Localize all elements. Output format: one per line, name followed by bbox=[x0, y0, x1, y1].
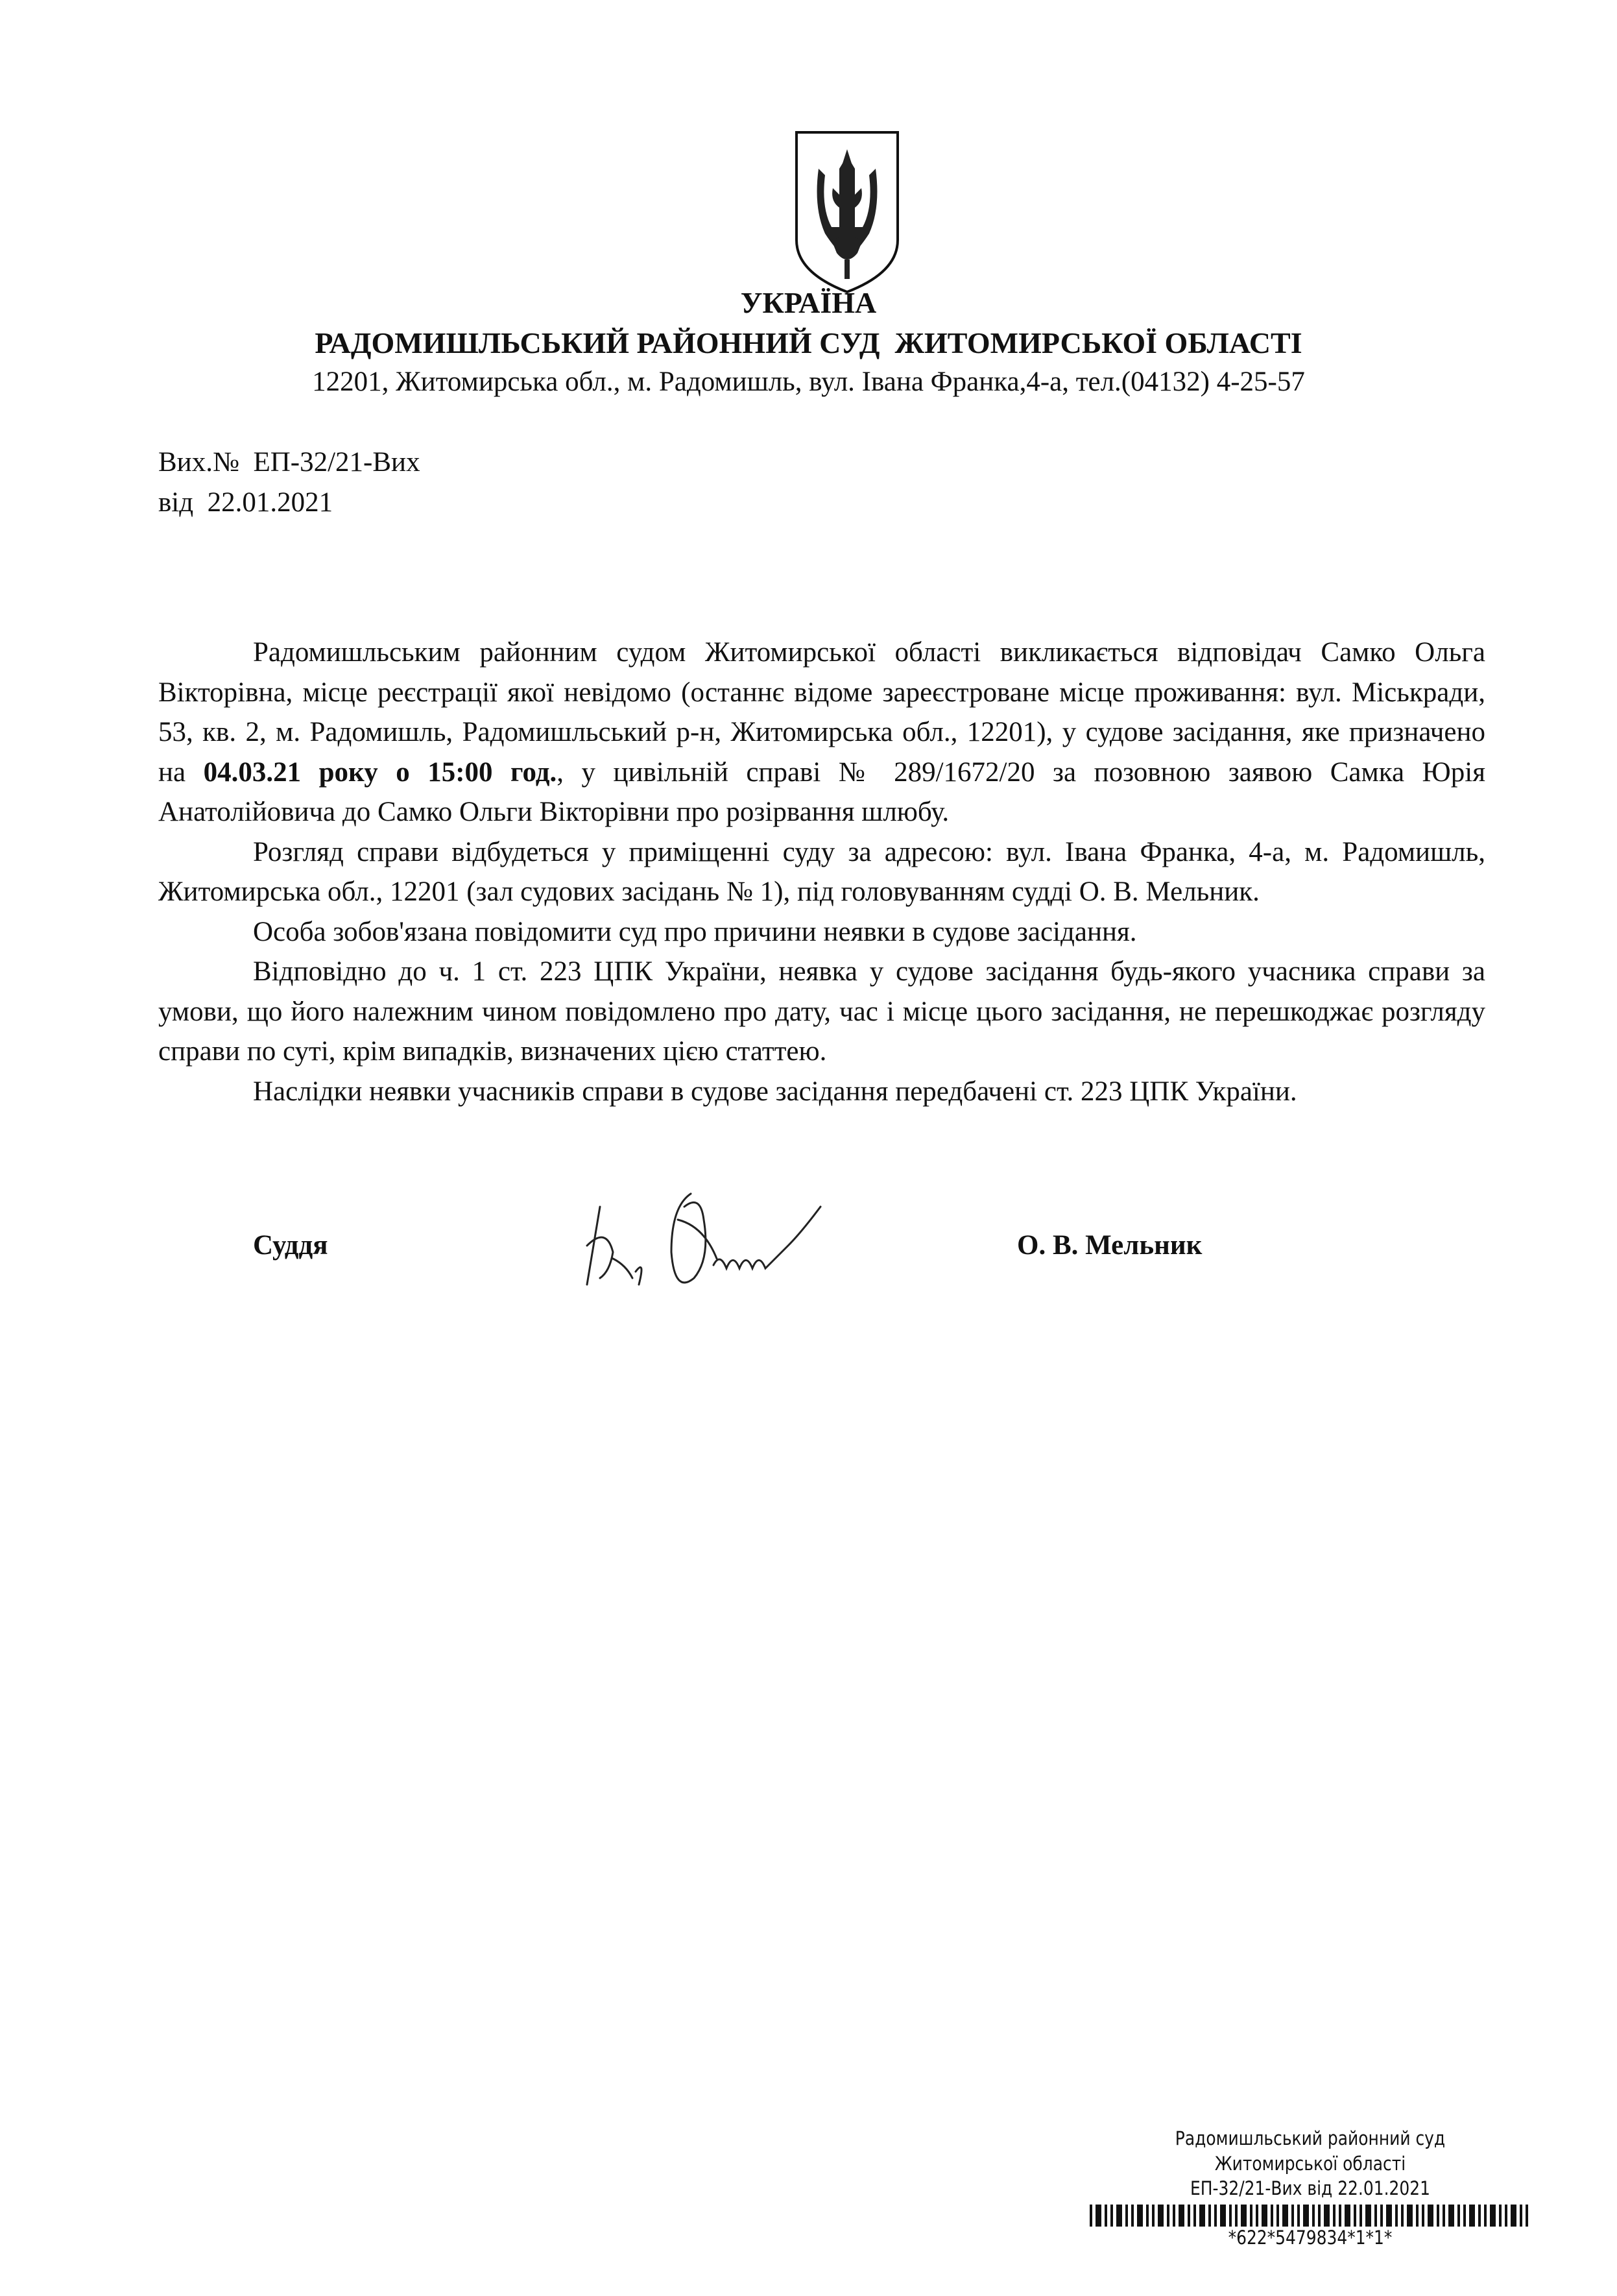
barcode-bar bbox=[1407, 2205, 1413, 2227]
barcode-bar bbox=[1276, 2205, 1279, 2227]
barcode-bar bbox=[1469, 2205, 1475, 2227]
barcode bbox=[1090, 2205, 1531, 2227]
paragraph-obligation: Особа зобов'язана повідомити суд про причини неявки в судове засідання. bbox=[253, 916, 1137, 947]
judge-label: Суддя bbox=[253, 1230, 328, 1261]
barcode-bar bbox=[1416, 2205, 1419, 2227]
barcode-bar bbox=[1318, 2205, 1321, 2227]
barcode-bar bbox=[1297, 2205, 1300, 2227]
outgoing-date: від 22.01.2021 bbox=[158, 487, 333, 518]
barcode-bar bbox=[1105, 2205, 1107, 2227]
barcode-bar bbox=[1395, 2205, 1398, 2227]
barcode-bar bbox=[1345, 2205, 1350, 2227]
barcode-bar bbox=[1116, 2205, 1122, 2227]
barcode-bar bbox=[1312, 2205, 1315, 2227]
barcode-bar bbox=[1220, 2205, 1226, 2227]
court-address: 12201, Житомирська обл., м. Радомишль, вул. Івана Франка,4-а, тел.(04132) 4-25-57 bbox=[312, 367, 1305, 397]
barcode-bar bbox=[1520, 2205, 1522, 2227]
barcode-bar bbox=[1199, 2205, 1205, 2227]
barcode-bar bbox=[1090, 2205, 1092, 2227]
barcode-bar bbox=[1193, 2205, 1196, 2227]
barcode-bar bbox=[1188, 2205, 1190, 2227]
barcode-bar bbox=[1437, 2205, 1439, 2227]
barcode-bar bbox=[1324, 2205, 1330, 2227]
barcode-bar bbox=[1443, 2205, 1445, 2227]
barcode-bar bbox=[1250, 2205, 1252, 2227]
barcode-bar bbox=[1490, 2205, 1496, 2227]
barcode-bar bbox=[1229, 2205, 1232, 2227]
barcode-bar bbox=[1339, 2205, 1341, 2227]
coat-of-arms-emblem bbox=[793, 130, 902, 295]
barcode-bar bbox=[1511, 2205, 1516, 2227]
barcode-bar bbox=[1422, 2205, 1424, 2227]
barcode-bar bbox=[1374, 2205, 1377, 2227]
paragraph-location: Розгляд справи відбудеться у приміщенні суду за адресою: вул. Івана Франка, 4-а, м. Радомишль, Житомирська обл., 12201 (зал судових засідань № 1), під головуванням судді О. В. Мельник. bbox=[158, 836, 1485, 907]
barcode-bar bbox=[1241, 2205, 1247, 2227]
paragraph-consequences: Наслідки неявки учасників справи в судове засідання передбачені ст. 223 ЦПК України. bbox=[253, 1076, 1297, 1107]
barcode-bar bbox=[1448, 2205, 1454, 2227]
barcode-bar bbox=[1235, 2205, 1238, 2227]
letter-body bbox=[158, 633, 1485, 1111]
barcode-bar bbox=[1152, 2205, 1155, 2227]
barcode-bar bbox=[1428, 2205, 1433, 2227]
barcode-bar bbox=[1457, 2205, 1460, 2227]
barcode-bar bbox=[1463, 2205, 1466, 2227]
barcode-bar bbox=[1354, 2205, 1356, 2227]
stamp-court: Радомишльський районний суд bbox=[1175, 2127, 1446, 2149]
barcode-bar bbox=[1125, 2205, 1128, 2227]
summons-text: Радомишльським районним судом Житомирської області викликається відповідач Самко Ольга Вікторівна, місце реєстрації якої невідомо (останнє відоме зареєстроване місце проживання: вул. Міськради, 53, кв. 2, м. Радомишль, Радомишльський р-н, Житомирська обл., 12201), у судове засідання, яке призначено на bbox=[158, 637, 1485, 788]
barcode-bar bbox=[1214, 2205, 1217, 2227]
barcode-bar bbox=[1303, 2205, 1309, 2227]
paragraph-law: Відповідно до ч. 1 ст. 223 ЦПК України, неявка у судове засідання будь-якого учасника справи за умови, що його належним чином повідомлено про дату, час і місце цього засідання, не перешкоджає розгляду справи по суті, крім випадків, визначених цією статтею. bbox=[158, 956, 1485, 1067]
barcode-bar bbox=[1333, 2205, 1336, 2227]
barcode-bar bbox=[1291, 2205, 1294, 2227]
barcode-bar bbox=[1179, 2205, 1184, 2227]
barcode-bar bbox=[1208, 2205, 1211, 2227]
outgoing-number: Вих.№ ЕП-32/21-Вих bbox=[158, 447, 420, 477]
stamp-reference: ЕП-32/21-Вих від 22.01.2021 bbox=[1190, 2177, 1430, 2199]
case-text: , у цивільній справі № 289/1672/20 за позовною заявою Самка Юрія Анатолійовича до Самко Ольги Вікторівни про розірвання шлюбу. bbox=[158, 756, 1485, 827]
hearing-datetime: 04.03.21 року о 15:00 год. bbox=[203, 756, 557, 788]
barcode-bar bbox=[1380, 2205, 1383, 2227]
barcode-number: *622*5479834*1*1* bbox=[1228, 2227, 1393, 2249]
barcode-bar bbox=[1256, 2205, 1258, 2227]
barcode-bar bbox=[1365, 2205, 1371, 2227]
barcode-bar bbox=[1096, 2205, 1101, 2227]
stamp-region: Житомирської області bbox=[1214, 2153, 1406, 2175]
handwritten-signature bbox=[574, 1181, 833, 1301]
barcode-bar bbox=[1499, 2205, 1502, 2227]
barcode-bar bbox=[1110, 2205, 1113, 2227]
barcode-bar bbox=[1262, 2205, 1267, 2227]
barcode-bar bbox=[1484, 2205, 1487, 2227]
country-title: УКРАЇНА bbox=[740, 286, 877, 319]
barcode-bar bbox=[1505, 2205, 1507, 2227]
barcode-bar bbox=[1526, 2205, 1528, 2227]
barcode-bar bbox=[1173, 2205, 1175, 2227]
barcode-bar bbox=[1478, 2205, 1481, 2227]
barcode-bar bbox=[1359, 2205, 1362, 2227]
barcode-bar bbox=[1146, 2205, 1149, 2227]
barcode-bar bbox=[1401, 2205, 1404, 2227]
court-title: РАДОМИШЛЬСЬКИЙ РАЙОННИЙ СУД ЖИТОМИРСЬКОЇ ОБЛАСТІ bbox=[315, 326, 1302, 359]
barcode-bar bbox=[1158, 2205, 1164, 2227]
barcode-bar bbox=[1167, 2205, 1169, 2227]
barcode-bar bbox=[1271, 2205, 1273, 2227]
barcode-bar bbox=[1282, 2205, 1288, 2227]
barcode-bar bbox=[1131, 2205, 1134, 2227]
barcode-bar bbox=[1386, 2205, 1392, 2227]
paragraph-summons bbox=[158, 633, 1485, 832]
barcode-bar bbox=[1137, 2205, 1143, 2227]
judge-name: О. В. Мельник bbox=[1017, 1230, 1203, 1261]
